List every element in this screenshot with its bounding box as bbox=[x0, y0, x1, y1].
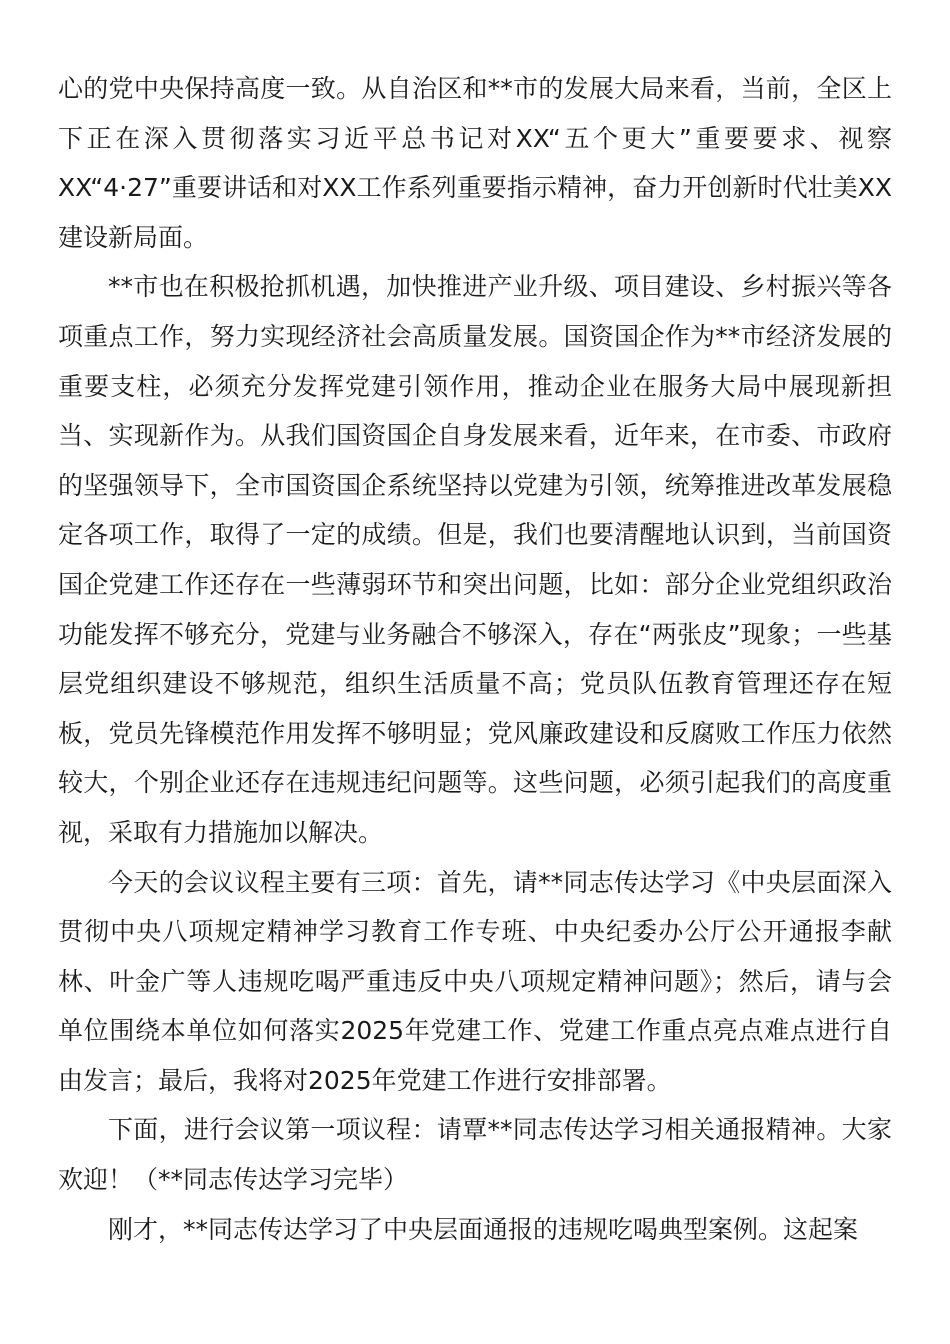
paragraph-1: 心的党中央保持高度一致。从自治区和**市的发展大局来看，当前，全区上下正在深入贯彻落实习近平总书记对XX“五个更大”重要要求、视察XX“4·27”重要讲话和对XX工作系列重要指示精神，奋力开创新时代壮美XX建设新局面。 bbox=[58, 74, 892, 252]
paragraph-4: 下面，进行会议第一项议程：请覃**同志传达学习相关通报精神。大家欢迎！（**同志传达学习完毕） bbox=[58, 1115, 892, 1195]
paragraph-5: 刚才，**同志传达学习了中央层面通报的违规吃喝典型案例。这起案 bbox=[108, 1214, 859, 1244]
paragraph-3: 今天的会议议程主要有三项：首先，请**同志传达学习《中央层面深入贯彻中央八项规定精神学习教育工作专班、中央纪委办公厅公开通报李献林、叶金广等人违规吃喝严重违反中央八项规定精神问题》；然后，请与会单位围绕本单位如何落实2025年党建工作、党建工作重点亮点难点进行自由发言；最后，我将对2025年党建工作进行安排部署。 bbox=[58, 867, 892, 1095]
paragraph-2: **市也在积极抢抓机遇，加快推进产业升级、项目建设、乡村振兴等各项重点工作，努力实现经济社会高质量发展。国资国企作为**市经济发展的重要支柱，必须充分发挥党建引领作用，推动企业在服务大局中展现新担当、实现新作为。从我们国资国企自身发展来看，近年来，在市委、市政府的坚强领导下，全市国资国企系统坚持以党建为引领，统筹推进改革发展稳定各项工作，取得了一定的成绩。但是，我们也要清醒地认识到，当前国资国企党建工作还存在一些薄弱环节和突出问题，比如：部分企业党组织政治功能发挥不够充分，党建与业务融合不够深入，存在“两张皮”现象；一些基层党组织建设不够规范，组织生活质量不高；党员队伍教育管理还存在短板，党员先锋模范作用发挥不够明显；党风廉政建设和反腐败工作压力依然较大，个别企业还存在违规违纪问题等。这些问题，必须引起我们的高度重视，采取有力措施加以解决。 bbox=[58, 272, 892, 847]
document-body bbox=[58, 64, 892, 1254]
